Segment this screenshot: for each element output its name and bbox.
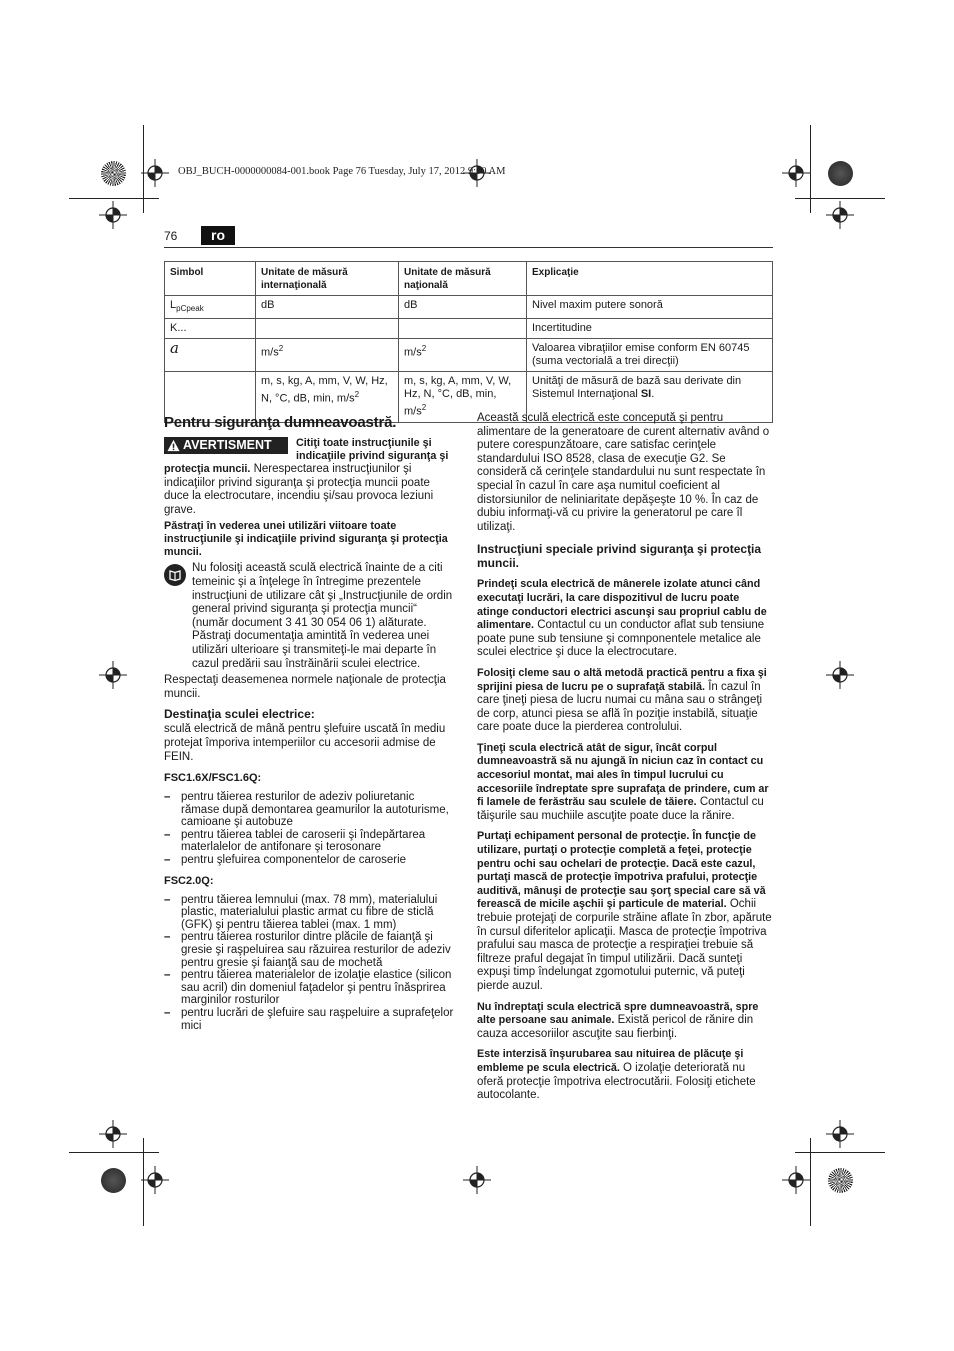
book-info-line: OBJ_BUCH-0000000084-001.book Page 76 Tuesday, July 17, 2012 9:00 AM <box>178 166 506 177</box>
generator-paragraph: Această sculă electrică este concepută şi pentru alimentare de la generatoare de curent alternativ având o putere corespunzătoare, care satisfac cerinţele standardului ISO 8528, clasa de execuţie G2. Se consideră că cerinţele standardului nu sunt respectate în special în cazul în care aşa numitul coeficient al distorsiunilor de neliniaritate depăşeşte 10 %. În caz de dubiu informaţi-vă cu privire la generatorul pe care îl utilizaţi. <box>477 412 770 533</box>
crop-mark-line <box>69 1152 159 1153</box>
registration-crosshair-icon <box>826 201 854 229</box>
crop-mark-line <box>795 198 885 199</box>
table-cell: Nivel maxim putere sonoră <box>527 296 773 319</box>
warning-bold-text: Citiţi toate instrucţiunile şi indicaţiile privind siguranţa şi <box>296 437 449 462</box>
table-header-cell: Unitate de măsură internaţională <box>256 262 399 296</box>
safety-item: Prindeţi scula electrică de mânerele izolate atunci când executaţi lucrări, la care dispozitivul de lucru poate atinge conductori electrici ascunşi sau propriul cablu de alimentare. Contactul cu un conductor aflat sub tensiune poate pune sub tensiune şi comnponentele metalice ale sculei electrice şi duce la electrocutare. <box>477 578 767 659</box>
table-header-cell: Explicaţie <box>527 262 773 296</box>
registration-crosshair-icon <box>826 1120 854 1148</box>
table-header-row <box>165 262 773 296</box>
table-cell: Incertitudine <box>527 319 773 339</box>
list-item: – pentru lucrări de şlefuire sau raşpeluire a suprafeţelor mici <box>164 1007 454 1032</box>
header-rule <box>164 247 773 248</box>
use-list <box>164 791 454 867</box>
safety-item: Este interzisă înşurubarea sau nituirea de plăcuţe şi embleme pe scula electrică. O izolaţie deteriorată nu oferă protecţie împotriva electrocutării. Folosiţi etichete autocolante. <box>477 1048 756 1102</box>
registration-crosshair-icon <box>782 1166 810 1194</box>
warning-triangle-icon <box>167 439 180 452</box>
table-cell <box>399 319 527 339</box>
manual-note <box>164 562 454 674</box>
purpose-heading: Destinaţia sculei electrice: <box>164 707 315 722</box>
language-badge: ro <box>201 226 235 245</box>
model-heading: FSC2.0Q: <box>164 874 214 887</box>
section-title: Pentru siguranţa dumneavoastră. <box>164 414 397 431</box>
safety-item: Folosiţi cleme sau o altă metodă practică pentru a fixa şi sprijini piesa de lucru pe o suprafaţă stabilă. În cazul în care ţineţi piesa de lucru numai cu mâna sau o strângeţi de corp, atunci piesa se află în poziţie instabilă, situaţie care poate duce la pierderea controlului. <box>477 666 767 734</box>
table-cell: $m/s^2$ <box>256 339 399 372</box>
keep-instructions: Păstraţi în vederea unei utilizări viitoare toate instrucţiunile şi indicaţiile privind siguranţa şi protecţia muncii. <box>164 520 448 559</box>
starburst-target-icon <box>101 161 126 186</box>
warning-badge: AVERTISMENT <box>164 437 288 454</box>
table-cell <box>256 319 399 339</box>
list-item: – pentru tăierea materialelor de izolaţie elastice (silicon sau acril) din domeniul faţadelor şi pentru înăsprirea marginilor rosturilor <box>164 969 454 1007</box>
warning-paragraph: protecţia muncii. Nerespectarea instrucţiunilor şi indicaţiilor privind siguranţa şi protecţia muncii poate duce la electrocutare, incendiu şi/sau provoca leziuni grave. <box>164 463 434 516</box>
warning-block <box>164 437 454 463</box>
read-manual-icon <box>164 564 186 586</box>
crop-mark-line <box>69 198 159 199</box>
list-item: – pentru tăierea tablei de caroserii şi îndepărtarea materlalelor de antifonare şi terosonare <box>164 829 454 854</box>
color-bar-disc-icon <box>101 1168 126 1193</box>
table-cell: dB <box>256 296 399 319</box>
registration-crosshair-icon <box>141 1166 169 1194</box>
table-cell-symbol: $L_{pCpeak}$ <box>165 296 256 319</box>
starburst-target-icon <box>828 1168 853 1193</box>
registration-crosshair-icon <box>826 661 854 689</box>
crop-mark-line <box>810 1138 811 1226</box>
table-cell: Valoarea vibraţiilor emise conform EN 60745 (suma vectorială a trei direcţii) <box>527 339 773 372</box>
table-cell: m, s, kg, A, mm, V, W, Hz, N, °C, dB, min, $m/s^2$ <box>256 372 399 423</box>
registration-crosshair-icon <box>141 159 169 187</box>
crop-mark-line <box>795 1152 885 1153</box>
right-column <box>477 412 772 1106</box>
list-item: – pentru tăierea resturilor de adeziv poliuretanic rămase după demontarea geamurilor la autoturisme, camioane şi autobuze <box>164 791 454 829</box>
list-item: – pentru tăierea lemnului (max. 78 mm), materialului plastic, materialului plastic armat cu fibre de sticlă (GFK) şi pentru tăierea tablei (max. 1 mm) <box>164 894 454 932</box>
manual-note-text: Nu folosiţi această sculă electrică înainte de a citi temeinic şi a înţelege în întregime prezentele instrucţiuni de utilizare cât şi „Instrucţiunile de ordin general privind siguranţa şi protecţia muncii“ (număr document 3 41 30 054 06 1) alăturate. Păstraţi documentaţia amintită în vederea unei utilizări ulterioare şi transmiteţi-le mai departe în cazul predării sau înstrăinării sculei electrice. <box>192 562 453 670</box>
table-header-cell: Simbol <box>165 262 256 296</box>
purpose-text: sculă electrică de mână pentru şlefuire uscată în mediu protejat împoriva intemperiilor cu accesorii admise de FEIN. <box>164 723 446 763</box>
symbol-table <box>164 261 773 423</box>
table-row <box>165 319 773 339</box>
registration-crosshair-icon <box>463 1166 491 1194</box>
table-cell: Unităţi de măsură de bază sau derivate din Sistemul Internaţional SI. <box>527 372 773 423</box>
registration-crosshair-icon <box>99 201 127 229</box>
left-column <box>164 414 454 1036</box>
page-number: 76 <box>164 229 178 243</box>
safety-item: Ţineţi scula electrică atât de sigur, încât corpul dumneavoastră să nu ajungă în niciun caz în contact cu accesoriul montat, mai ales în timpul lucrului cu accesoriile îndreptate spre suprafaţa de prindere, cum ar fi lamele de ferăstrău sau sculele de tăiere. Contactul cu tăişurile sau muchiile ascuţite poate duce la rănire. <box>477 741 769 822</box>
registration-crosshair-icon <box>99 1120 127 1148</box>
registration-crosshair-icon <box>782 159 810 187</box>
table-row <box>165 296 773 319</box>
table-cell: m, s, kg, A, mm, V, W, Hz, N, °C, dB, min, $m/s^2$ <box>399 372 527 423</box>
table-row <box>165 339 773 372</box>
color-bar-disc-icon <box>828 161 853 186</box>
safety-item: Purtaţi echipament personal de protecţie. În funcţie de utilizare, purtaţi o protecţie completă a feţei, protecţie pentru ochi sau ochelari de protecţie. Dacă este cazul, purtaţi mască de protecţie împotriva prafului, protecţie auditivă, mânuşi de protecţie sau şorţ special care să vă ferească de micile aşchii şi particule de material. Ochii trebuie protejaţi de corpurile străine aflate în zbor, apărute în cursul diferitelor aplicaţii. Masca de protecţie împotriva prafului sau masca de protecţie a respiraţiei trebuie să filtreze praful degajat în timpul utilizării. Dacă sunteţi expuşi timp îndelungat zgomotului puternic, vă puteţi pierde auzul. <box>477 830 772 992</box>
table-cell: $m/s^2$ <box>399 339 527 372</box>
crop-mark-line <box>810 125 811 213</box>
safety-item: Nu îndreptaţi scula electrică spre dumneavoastră, spre alte persoane sau animale. Există pericol de rănire din cauza accesoriilor ascuţite sau fierbinţi. <box>477 1000 759 1040</box>
use-list <box>164 894 454 1033</box>
table-cell-symbol: K... <box>165 319 256 339</box>
list-item: – pentru tăierea rosturilor dintre plăcile de faianţă şi gresie şi raşpeluirea sau răzuirea resturilor de adeziv pentru gresie şi faianţă sau de mochetă <box>164 931 454 969</box>
special-instructions-heading: Instrucţiuni speciale privind siguranţa şi protecţia muncii. <box>477 542 762 571</box>
model-heading: FSC1.6X/FSC1.6Q: <box>164 772 262 785</box>
list-item: – pentru şlefuirea componentelor de caroserie <box>164 854 454 867</box>
table-cell-symbol: a <box>165 339 256 372</box>
national-rules: Respectaţi deasemenea normele naţionale de protecţia muncii. <box>164 674 446 700</box>
table-header-cell: Unitate de măsură naţională <box>399 262 527 296</box>
registration-crosshair-icon <box>99 661 127 689</box>
table-cell: dB <box>399 296 527 319</box>
